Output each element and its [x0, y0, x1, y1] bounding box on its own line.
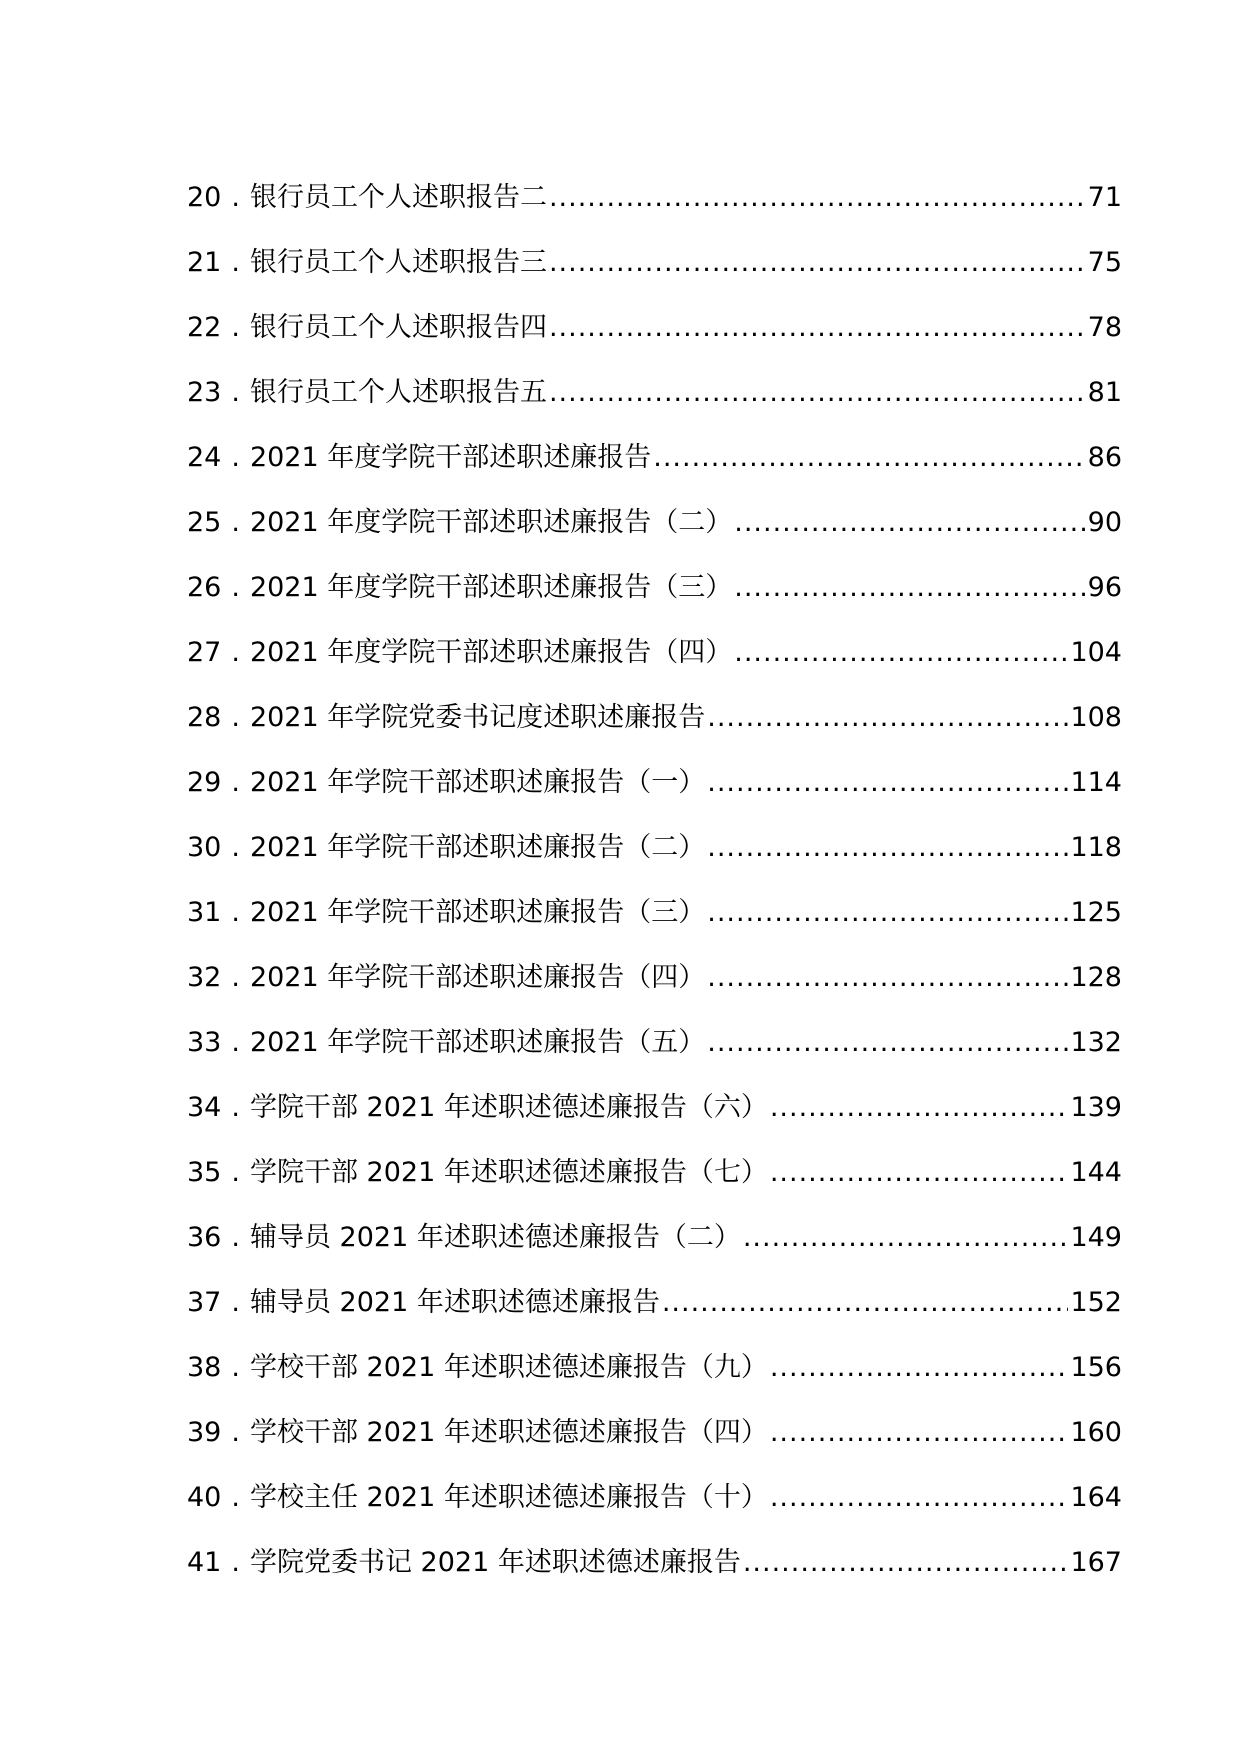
- entry-separator: .: [231, 637, 240, 668]
- entry-separator: .: [231, 702, 240, 733]
- dot-leader: [549, 360, 1086, 425]
- toc-entry[interactable]: [187, 945, 1122, 1010]
- entry-separator: .: [231, 962, 240, 993]
- entry-page-number: 152: [1070, 1287, 1122, 1318]
- entry-number: 27: [187, 637, 222, 668]
- toc-entry[interactable]: [187, 880, 1122, 945]
- entry-title: 辅导员 2021 年述职述德述廉报告（二）: [249, 1222, 741, 1253]
- entry-separator: .: [231, 767, 240, 798]
- entry-page-number: 75: [1087, 247, 1122, 278]
- entry-number: 24: [187, 442, 222, 473]
- entry-page-number: 132: [1070, 1027, 1122, 1058]
- toc-entry[interactable]: [187, 360, 1122, 425]
- dot-leader: [734, 555, 1085, 620]
- entry-separator: .: [231, 1092, 240, 1123]
- entry-separator: .: [231, 247, 240, 278]
- entry-number: 37: [187, 1287, 222, 1318]
- dot-leader: [549, 165, 1086, 230]
- entry-separator: .: [231, 1157, 240, 1188]
- dot-leader: [662, 1270, 1069, 1335]
- toc-entry[interactable]: [187, 425, 1122, 490]
- entry-separator: .: [231, 1287, 240, 1318]
- entry-number: 26: [187, 572, 222, 603]
- toc-entry[interactable]: [187, 685, 1122, 750]
- entry-number: 31: [187, 897, 222, 928]
- entry-title: 学院干部 2021 年述职述德述廉报告（六）: [249, 1092, 768, 1123]
- entry-separator: .: [231, 377, 240, 408]
- entry-number: 30: [187, 832, 222, 863]
- entry-title: 银行员工个人述职报告五: [249, 377, 547, 408]
- entry-number: 33: [187, 1027, 222, 1058]
- dot-leader: [734, 490, 1085, 555]
- toc-entry[interactable]: [187, 1270, 1122, 1335]
- entry-number: 21: [187, 247, 222, 278]
- entry-number: 23: [187, 377, 222, 408]
- entry-title: 银行员工个人述职报告二: [249, 182, 547, 213]
- entry-number: 29: [187, 767, 222, 798]
- entry-title: 2021 年学院干部述职述廉报告（五）: [249, 1027, 706, 1058]
- entry-page-number: 104: [1070, 637, 1122, 668]
- entry-title: 学院干部 2021 年述职述德述廉报告（七）: [249, 1157, 768, 1188]
- entry-page-number: 156: [1070, 1352, 1122, 1383]
- entry-page-number: 149: [1070, 1222, 1122, 1253]
- dot-leader: [549, 295, 1086, 360]
- entry-title: 2021 年学院干部述职述廉报告（三）: [249, 897, 706, 928]
- toc-entry[interactable]: [187, 815, 1122, 880]
- dot-leader: [549, 230, 1086, 295]
- entry-number: 38: [187, 1352, 222, 1383]
- toc-entry[interactable]: [187, 230, 1122, 295]
- entry-page-number: 96: [1087, 572, 1122, 603]
- entry-number: 41: [187, 1547, 222, 1578]
- entry-page-number: 81: [1087, 377, 1122, 408]
- entry-separator: .: [231, 442, 240, 473]
- dot-leader: [707, 750, 1068, 815]
- entry-title: 2021 年学院党委书记度述职述廉报告: [249, 702, 706, 733]
- toc-entry[interactable]: [187, 490, 1122, 555]
- toc-entry[interactable]: [187, 620, 1122, 685]
- entry-separator: .: [231, 1482, 240, 1513]
- entry-page-number: 118: [1070, 832, 1122, 863]
- table-of-contents: [187, 165, 1122, 1595]
- entry-separator: .: [231, 897, 240, 928]
- dot-leader: [707, 945, 1068, 1010]
- entry-separator: .: [231, 1027, 240, 1058]
- dot-leader: [707, 1010, 1068, 1075]
- entry-title: 2021 年学院干部述职述廉报告（二）: [249, 832, 706, 863]
- entry-page-number: 128: [1070, 962, 1122, 993]
- entry-number: 25: [187, 507, 222, 538]
- toc-entry[interactable]: [187, 1075, 1122, 1140]
- entry-number: 35: [187, 1157, 222, 1188]
- entry-number: 39: [187, 1417, 222, 1448]
- toc-entry[interactable]: [187, 1010, 1122, 1075]
- dot-leader: [653, 425, 1085, 490]
- entry-number: 40: [187, 1482, 222, 1513]
- entry-page-number: 114: [1070, 767, 1122, 798]
- entry-separator: .: [231, 1547, 240, 1578]
- dot-leader: [770, 1400, 1069, 1465]
- toc-entry[interactable]: [187, 750, 1122, 815]
- entry-separator: .: [231, 1352, 240, 1383]
- dot-leader: [707, 685, 1068, 750]
- dot-leader: [770, 1140, 1069, 1205]
- entry-page-number: 86: [1087, 442, 1122, 473]
- entry-title: 2021 年度学院干部述职述廉报告（四）: [249, 637, 733, 668]
- dot-leader: [743, 1205, 1069, 1270]
- entry-title: 学校主任 2021 年述职述德述廉报告（十）: [249, 1482, 768, 1513]
- entry-title: 2021 年度学院干部述职述廉报告: [249, 442, 652, 473]
- entry-separator: .: [231, 1222, 240, 1253]
- dot-leader: [770, 1075, 1069, 1140]
- entry-number: 34: [187, 1092, 222, 1123]
- toc-entry[interactable]: [187, 1465, 1122, 1530]
- entry-title: 学院党委书记 2021 年述职述德述廉报告: [249, 1547, 741, 1578]
- dot-leader: [734, 620, 1068, 685]
- entry-title: 辅导员 2021 年述职述德述廉报告: [249, 1287, 660, 1318]
- entry-separator: .: [231, 507, 240, 538]
- entry-number: 22: [187, 312, 222, 343]
- toc-entry[interactable]: [187, 1205, 1122, 1270]
- entry-title: 学校干部 2021 年述职述德述廉报告（四）: [249, 1417, 768, 1448]
- entry-number: 36: [187, 1222, 222, 1253]
- entry-page-number: 167: [1070, 1547, 1122, 1578]
- toc-entry[interactable]: [187, 555, 1122, 620]
- entry-title: 银行员工个人述职报告四: [249, 312, 547, 343]
- entry-separator: .: [231, 1417, 240, 1448]
- dot-leader: [707, 880, 1068, 945]
- entry-page-number: 108: [1070, 702, 1122, 733]
- toc-entry[interactable]: [187, 1530, 1122, 1595]
- entry-page-number: 90: [1087, 507, 1122, 538]
- dot-leader: [770, 1465, 1069, 1530]
- entry-page-number: 78: [1087, 312, 1122, 343]
- entry-separator: .: [231, 182, 240, 213]
- toc-entry[interactable]: [187, 1140, 1122, 1205]
- entry-title: 银行员工个人述职报告三: [249, 247, 547, 278]
- entry-title: 2021 年学院干部述职述廉报告（四）: [249, 962, 706, 993]
- entry-title: 2021 年度学院干部述职述廉报告（三）: [249, 572, 733, 603]
- entry-separator: .: [231, 312, 240, 343]
- entry-separator: .: [231, 572, 240, 603]
- dot-leader: [743, 1530, 1069, 1595]
- entry-number: 32: [187, 962, 222, 993]
- dot-leader: [707, 815, 1068, 880]
- entry-page-number: 144: [1070, 1157, 1122, 1188]
- entry-title: 2021 年度学院干部述职述廉报告（二）: [249, 507, 733, 538]
- toc-entry[interactable]: [187, 165, 1122, 230]
- entry-number: 28: [187, 702, 222, 733]
- toc-entry[interactable]: [187, 295, 1122, 360]
- entry-page-number: 164: [1070, 1482, 1122, 1513]
- dot-leader: [770, 1335, 1069, 1400]
- entry-title: 学校干部 2021 年述职述德述廉报告（九）: [249, 1352, 768, 1383]
- entry-page-number: 71: [1087, 182, 1122, 213]
- entry-page-number: 160: [1070, 1417, 1122, 1448]
- entry-title: 2021 年学院干部述职述廉报告（一）: [249, 767, 706, 798]
- entry-page-number: 139: [1070, 1092, 1122, 1123]
- toc-entry[interactable]: [187, 1335, 1122, 1400]
- entry-separator: .: [231, 832, 240, 863]
- entry-page-number: 125: [1070, 897, 1122, 928]
- entry-number: 20: [187, 182, 222, 213]
- toc-entry[interactable]: [187, 1400, 1122, 1465]
